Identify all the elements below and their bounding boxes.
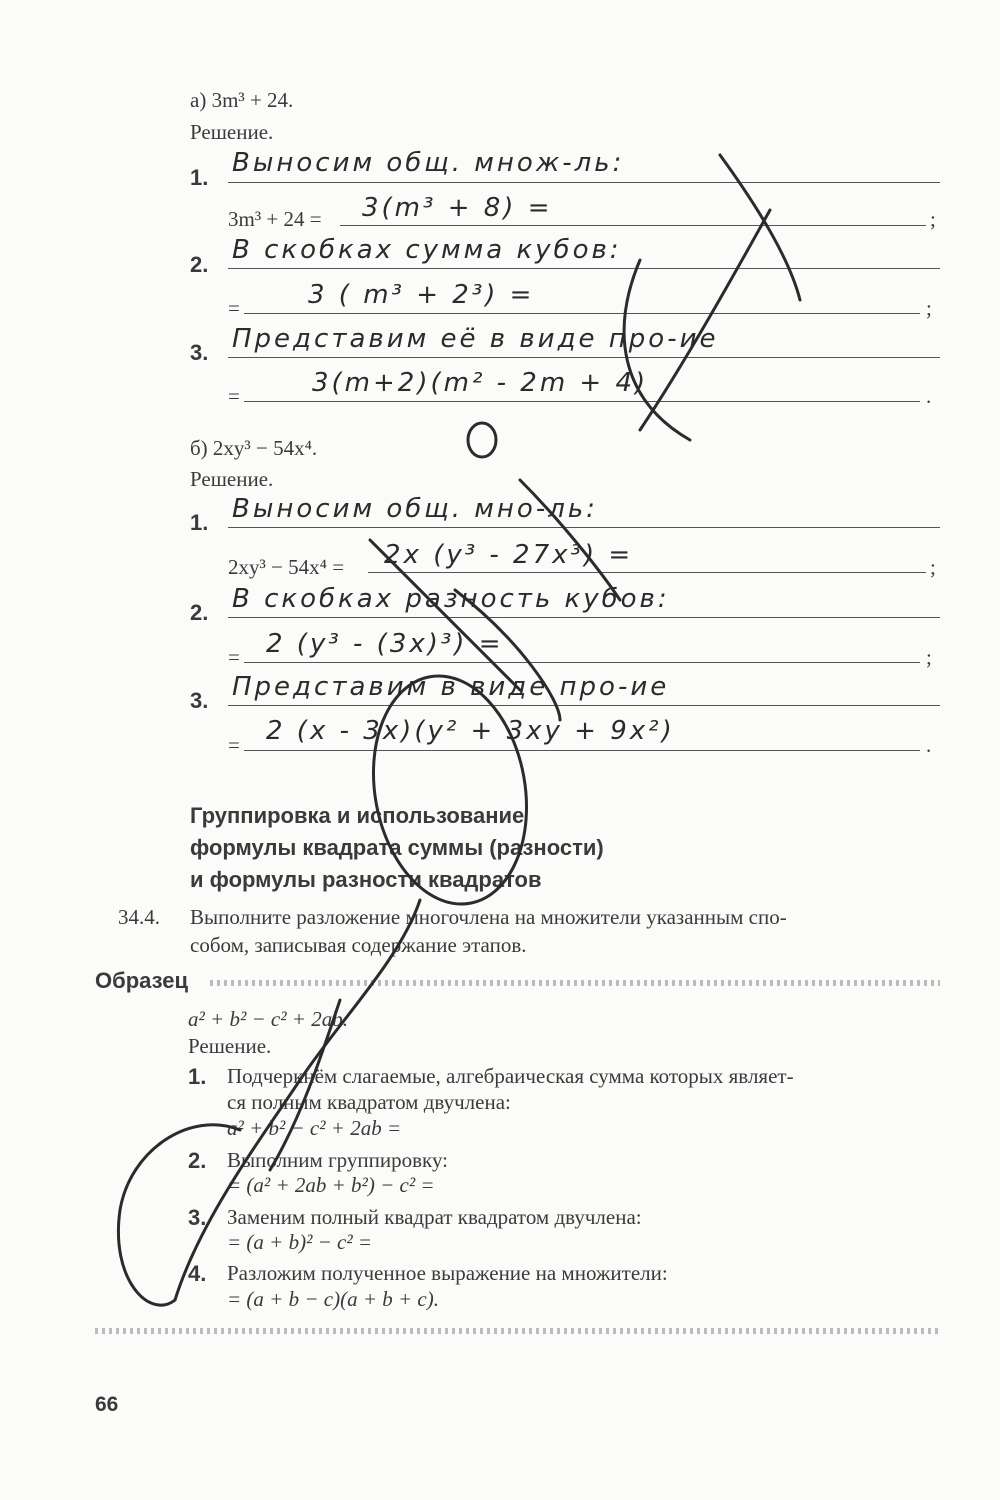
dotted-rule xyxy=(210,980,940,986)
answer-line xyxy=(228,705,940,706)
problem-b-solution-label: Решение. xyxy=(190,467,274,491)
problem-a-expr1-prefix: 3m³ + 24 = xyxy=(228,207,322,231)
problem-b-step2-handwriting: В скобках разность кубов: xyxy=(232,584,670,614)
problem-b-expr3-prefix: = xyxy=(228,733,240,757)
section-title-line3: и формулы разности квадратов xyxy=(190,867,542,892)
exercise-number: 34.4. xyxy=(118,905,160,929)
answer-line xyxy=(244,401,920,402)
problem-a-step1-handwriting: Выносим общ. множ-ль: xyxy=(232,148,625,178)
exercise-text-line2: собом, записывая содержание этапов. xyxy=(190,933,527,957)
problem-b-label: б) 2xy³ − 54x⁴. xyxy=(190,436,318,460)
answer-line xyxy=(228,527,940,528)
section-title-line2: формулы квадрата суммы (разности) xyxy=(190,835,604,860)
problem-a-step1-number: 1. xyxy=(190,165,209,190)
problem-a-step2-number: 2. xyxy=(190,252,209,277)
checkmark-stroke xyxy=(640,210,770,430)
answer-line xyxy=(244,313,920,314)
signature-stroke xyxy=(118,1210,175,1305)
sample-step1-line3: a² + b² − c² + 2ab = xyxy=(227,1116,402,1140)
problem-a-expr3-end: . xyxy=(926,384,932,408)
problem-a-step3-number: 3. xyxy=(190,340,209,365)
problem-b-expr3-handwriting: 2 (x - 3x)(y² + 3xy + 9x²) xyxy=(266,716,675,746)
sample-step4-line1: Разложим полученное выражение на множители: xyxy=(227,1261,668,1285)
checkmark-stroke xyxy=(720,155,800,300)
answer-line xyxy=(244,750,920,751)
problem-a-solution-label: Решение. xyxy=(190,120,274,144)
sample-expression: a² + b² − c² + 2ab. xyxy=(188,1007,348,1031)
problem-a-step2-handwriting: В скобках сумма кубов: xyxy=(232,235,622,265)
answer-line xyxy=(368,572,926,573)
problem-b-step1-number: 1. xyxy=(190,510,209,535)
sample-step4-line2: = (a + b − c)(a + b + c). xyxy=(227,1287,439,1311)
problem-b-expr1-end: ; xyxy=(930,555,936,579)
answer-line xyxy=(340,225,926,226)
exercise-text-line1: Выполните разложение многочлена на множители указанным спо- xyxy=(190,905,787,929)
dotted-rule xyxy=(95,1328,940,1334)
section-title-line1: Группировка и использование xyxy=(190,803,525,828)
sample-step2-number: 2. xyxy=(188,1148,207,1173)
circle-mark xyxy=(468,423,496,457)
signature-stroke xyxy=(120,1125,240,1210)
problem-b-expr2-handwriting: 2 (y³ - (3x)³) = xyxy=(266,629,504,659)
problem-b-expr3-end: . xyxy=(926,733,932,757)
sample-solution-label: Решение. xyxy=(188,1034,272,1058)
problem-a-expr2-handwriting: 3 ( m³ + 2³) = xyxy=(308,280,535,310)
problem-b-step1-handwriting: Выносим общ. мно-ль: xyxy=(232,494,598,524)
answer-line xyxy=(244,662,920,663)
sample-step3-number: 3. xyxy=(188,1205,207,1230)
sample-step3-line1: Заменим полный квадрат квадратом двучлена: xyxy=(227,1205,642,1229)
problem-a-step3-handwriting: Представим её в виде про-ие xyxy=(232,324,719,354)
sample-step2-line1: Выполним группировку: xyxy=(227,1148,449,1172)
answer-line xyxy=(228,182,940,183)
problem-a-expr3-handwriting: 3(m+2)(m² - 2m + 4) xyxy=(312,368,649,398)
sample-step1-number: 1. xyxy=(188,1064,207,1089)
problem-b-expr1-handwriting: 2x (y³ - 27x³) = xyxy=(384,540,634,570)
answer-line xyxy=(228,617,940,618)
sample-step2-line2: = (a² + 2ab + b²) − c² = xyxy=(227,1173,435,1197)
problem-a-expr1-end: ; xyxy=(930,207,936,231)
sample-step4-number: 4. xyxy=(188,1261,207,1286)
problem-a-expr2-prefix: = xyxy=(228,296,240,320)
problem-a-expr3-prefix: = xyxy=(228,384,240,408)
answer-line xyxy=(228,357,940,358)
sample-step3-line2: = (a + b)² − c² = xyxy=(227,1230,373,1254)
page-number: 66 xyxy=(95,1393,119,1416)
answer-line xyxy=(228,268,940,269)
sample-step1-line1: Подчеркнём слагаемые, алгебраическая сумма которых являет- xyxy=(227,1064,794,1088)
problem-b-expr1-prefix: 2xy³ − 54x⁴ = xyxy=(228,555,345,579)
sample-step1-line2: ся полным квадратом двучлена: xyxy=(227,1090,511,1114)
sample-title: Образец xyxy=(95,968,189,993)
problem-a-expr2-end: ; xyxy=(926,296,932,320)
problem-a-label: а) 3m³ + 24. xyxy=(190,88,294,112)
problem-b-expr2-prefix: = xyxy=(228,645,240,669)
problem-b-step2-number: 2. xyxy=(190,600,209,625)
problem-a-expr1-handwriting: 3(m³ + 8) = xyxy=(362,193,553,223)
problem-b-step3-handwriting: Представим в виде про-ие xyxy=(232,672,670,702)
problem-b-step3-number: 3. xyxy=(190,688,209,713)
problem-b-expr2-end: ; xyxy=(926,645,932,669)
